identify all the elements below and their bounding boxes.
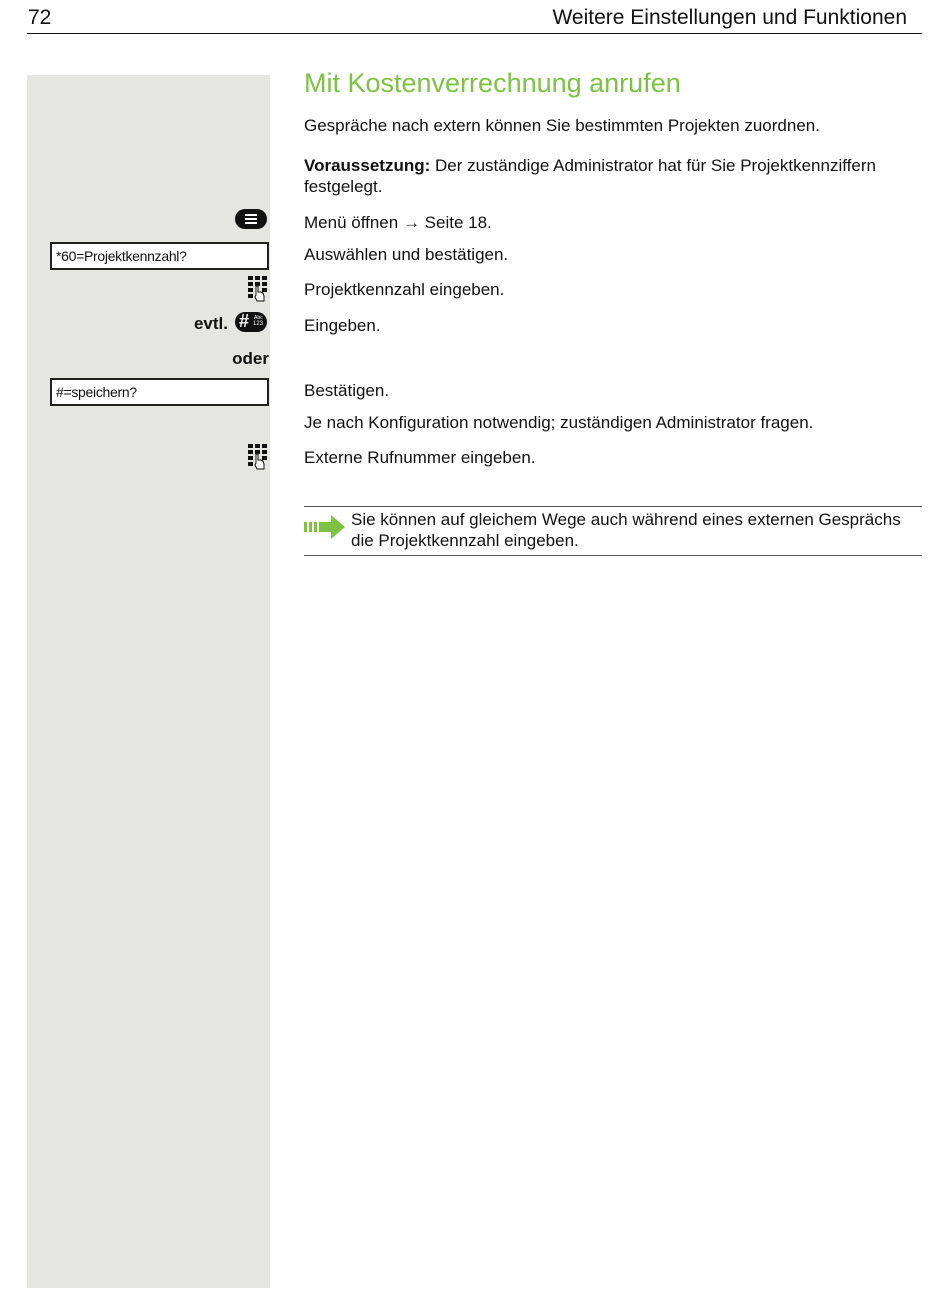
open-menu-text: Menü öffnen [304, 213, 399, 232]
step-open-menu [304, 212, 492, 233]
step-confirm: Bestätigen. [304, 381, 390, 400]
hash-key-icon [235, 312, 267, 332]
keypad-icon [248, 444, 268, 470]
hash-digits: 123 [253, 321, 264, 327]
header-divider [27, 33, 922, 34]
header-title: Weitere Einstellungen und Funktionen [552, 6, 907, 29]
hash-letters: Abc [254, 315, 263, 321]
prerequisite-text: Der zuständige Administrator hat für Sie Projektkennziffern festgelegt. [304, 156, 876, 196]
arrow-right-icon: → [402, 213, 420, 232]
page-number: 72 [28, 6, 52, 29]
hash-symbol: # [239, 312, 250, 331]
menu-key-icon [235, 209, 267, 229]
keypad-icon [248, 276, 268, 302]
step-select-confirm: Auswählen und bestätigen. [304, 245, 509, 264]
step-enter: Eingeben. [304, 316, 381, 335]
display-project-code: *60=Projektkennzahl? [50, 242, 269, 270]
intro-text: Gespräche nach extern können Sie bestimmten Projekten zuordnen. [304, 116, 820, 135]
page-reference: Seite 18. [419, 213, 492, 232]
note-arrow-icon [304, 514, 346, 540]
display-save: #=speichern? [50, 378, 269, 406]
label-evtl: evtl. [193, 314, 228, 333]
note-bottom-rule [304, 555, 922, 556]
label-oder: oder [232, 349, 269, 368]
note-text: Sie können auf gleichem Wege auch während eines externen Gesprächs die Projektkennzahl eingeben. [351, 510, 901, 550]
section-title: Mit Kostenverrechnung anrufen [304, 68, 681, 98]
step-enter-external-number: Externe Rufnummer eingeben. [304, 448, 536, 467]
prerequisite-paragraph [304, 155, 914, 197]
config-note: Je nach Konfiguration notwendig; zuständigen Administrator fragen. [304, 413, 814, 432]
step-enter-project-code: Projektkennzahl eingeben. [304, 280, 505, 299]
prerequisite-label: Voraussetzung: [304, 156, 431, 175]
note-top-rule [304, 506, 922, 507]
